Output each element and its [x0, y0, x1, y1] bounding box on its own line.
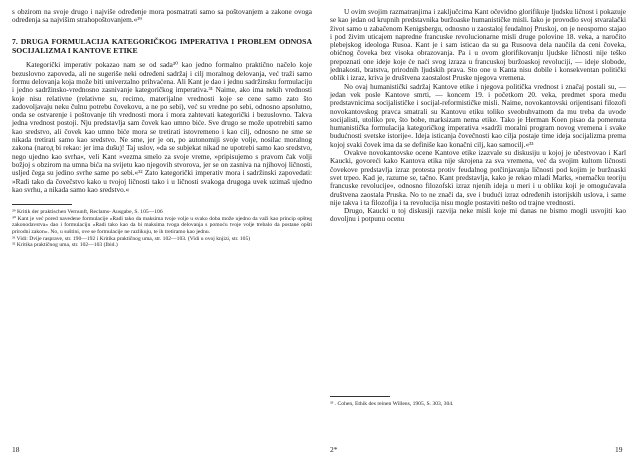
body-paragraph: U ovim svojim razmatranjima i zaključcima Kant očevidno glorifikuje ljudsku ličnost i pokazuje se kao jedan od krupnih predstavnika buržoaske humanističke misli. Iako je provodio svoj stvaralački život samo u zabačenom Kenigsbergu, odnosno u zaostaloj feudalnoj Pruskoj, on je neosporno stajao i pod živim uticajem napredne francuske revolucionarne misli druge polovine 18. veka, a naročito plebejskog ideologa Rusoa. Kant je i sam isticao da su ga Rusoova dela naučila da ceni čoveka, obićnog čoveka bez visoka obrazovanja. Pa i u ovom glorifikovanju ljudske ličnosti nije teško prepoznati one ideje koje će naći svog izraza u francuskoj buržoaskoj revoluciji, — ideje slobode, jednakosti, bratstva, prirodnih ljudskih prava. Sto one u Kanta nisu dobile i konsekventan politički oblik i izraz, kriva je društvena zaostalost Pruske njegova vremena.: [330, 8, 626, 83]
section-heading: 7. DRUGA FORMULACIJA KATEGORIČKOG IMPERATIVA I PROBLEM ODNOSA SOCIJALIZMA I KANTOVE ETIKE: [12, 36, 312, 55]
right-page: [330, 8, 626, 224]
body-paragraph: Drugo, Kaucki u toj diskusiji razvija neke misli koje mi danas ne bismo mogli usvojiti kao dovoljnu i potpunu ocenu: [330, 207, 626, 224]
printer-signature: 2*: [330, 445, 338, 454]
page-number-right: 19: [615, 445, 623, 454]
body-paragraph: Kategorički imperativ pokazao nam se od sada³⁰ kao jedno formalno praktično načelo koje bezuslovno zapoveda, ali ne sugeriše neki određeni sadržaj i cilj moralnog delovanja, već traži samo formu delovanja koja može biti univerzalno prihvaćena. Ali Kant je dao i jednu sadržinsku formulaciju i jedno sadržinsko-vrednosno zasnivanje kategoričkog imperativa.³¹ Naime, ako ima nekih vrednosti koje nisu relativne (relativne su, recimo, materijalne vrednosti koje se cene samo zato što zadovoljavaju neku čulnu potrebu čovekovu, a ne po sebi), već su vredne po sebi, odnosno apsolutno, onda se ostvarenje i poštovanje tih vrednosti mora i mora zahtevati kategorički i bezuslovno. Takva jedna vrednost postoji. Nju predstavlja sam čovek kao umno biće. Sve drugo se može upotrebiti samo kao sredstvo, ali čovek kao umno biće mora se tretirati istovremeno i kao cilj, odnosno ne sme se nikada tretirati samo kao sredstvo. Ne sme, jer je on, po autonomiji svoje volje, nosilac moralnog zakona (naroд bi rekao: jer ima dušu)! Taj uslov, »da se subjekat nikad ne upotrebi samo kao sredstvo, nego ujedno kao svrha«, veli Kant »vezma smelo za svoje vreme, »pripisujemo s pravom čak volji božjoj s obzirom na umna bića na svijetu kao njegovih stvorova, jer se on zasniva na njihovoj ličnosti, usljed čega su jedino svrhe same po sebi.«³² Zato kategorički imperativ mora i sadržinski zapovedati: »Radi tako da čovečstvo kako u tvojoj ličnosti tako i u ličnosti svakoga drugoga uvek uzimaš ujedno kao svrhu, a nikada samo kao sredstvo.«: [12, 61, 312, 194]
intro-paragraph: s obzirom na svoje drugo i najviše određenje mora posmatrati samo sa poštovanjem a zakone ovoga određenja sa najvišim strahopoštovanjem.«²⁹: [12, 8, 312, 25]
body-paragraph: No ovaj humanistički sadržaj Kantove etike i njegova politička vrednost i značaj postali su, — jedan vek posle Kantove smrti, — koncem 19. i početkom 20. veka, predmet spora među predstavnicima socijalističke i socijal-reformističke misli. Naime, novokantovski orijentisani filozofi novokantovskog pravca smatrali su Kantovu etiku toliko sveobuhvatnom da mu treba da uvode socijalisti, utoliko pre, što bobe, marksizam nema etike. Tako je Herman Koen pisao da pomenuta humanistička formulacija kategoričkog imperativa »sadrži moralni program novog vremena i svake budućnosti svetske istorije«. Ideja isticanja čovečnosti kao cilja postaje time ideja socijalizma prema kojoj svaki čovek ima da se definiše kao konačni cilj, kao samocilj.«³³: [330, 82, 626, 149]
body-paragraph: Ovakve novokantovske ocene Kantove etike izazvale su diskusiju u kojoj je učestvovao i Karl Kaucki, govoreći kako Kantova etika nije skrojena za sva vremena, već da svojim kultom ličnosti čovekove predstavlja izraz protesta protiv feudalnog potčinjavanja ličnosti pod kojim je buržoaski svet trpeo. Kad je, razume se, tačno. Kant predstavlja, kako je rekao mladi Marks, »nemačku teoriju francuske revolucije«, odnosno filozofski izraz njenih ideja u meri i u obliku koji je omogućavala društvena zaostala Pruska. No to ne znači da, sve i budući izraz određenih istorijskih uslova, i same nije takva i ta filozofija i ta revolucija nisu mogle postaviti nešto od trajne vrednosti.: [330, 149, 626, 207]
footnote: ³¹ Vidi: Dvije rasprave, str. 190—192 i Kritika praktičnog uma, str. 102—103. (Vidi u ovoj knjizi, str. 105): [12, 235, 251, 242]
footnote: ³³ . Cohen, Ethik des reinen Willens, 1905, S. 303, 304.: [330, 401, 454, 407]
footnote-rule: [330, 396, 390, 397]
footnote: ³² Kritika praktičnog uma, str. 102—103 (Ibid.): [12, 242, 118, 249]
footnote-rule: [12, 204, 72, 205]
footnote: ²⁹ Kritik der praktischen Vernunft, Reclams- Ausgabe, S. 105—106: [12, 209, 163, 216]
page-number-left: 18: [12, 445, 20, 454]
right-footnotes: [330, 396, 626, 408]
left-page: [12, 8, 312, 249]
footnote: ³⁰ Kant je već pored navedene formulacije »Radi tako da maksima tvoje volje u svako doba može ujedno da važi kao princip opšteg zakonodavstva« dao i formulaciju »Radi tako kao da bi maksima tvoga delovanja s pomoću tvoje volje trebalo da postane opšti prirodni zakon«. No, u suštini, ove se formulacije ne razlikuju, te ih tretiramo kao jednu.: [12, 215, 312, 235]
